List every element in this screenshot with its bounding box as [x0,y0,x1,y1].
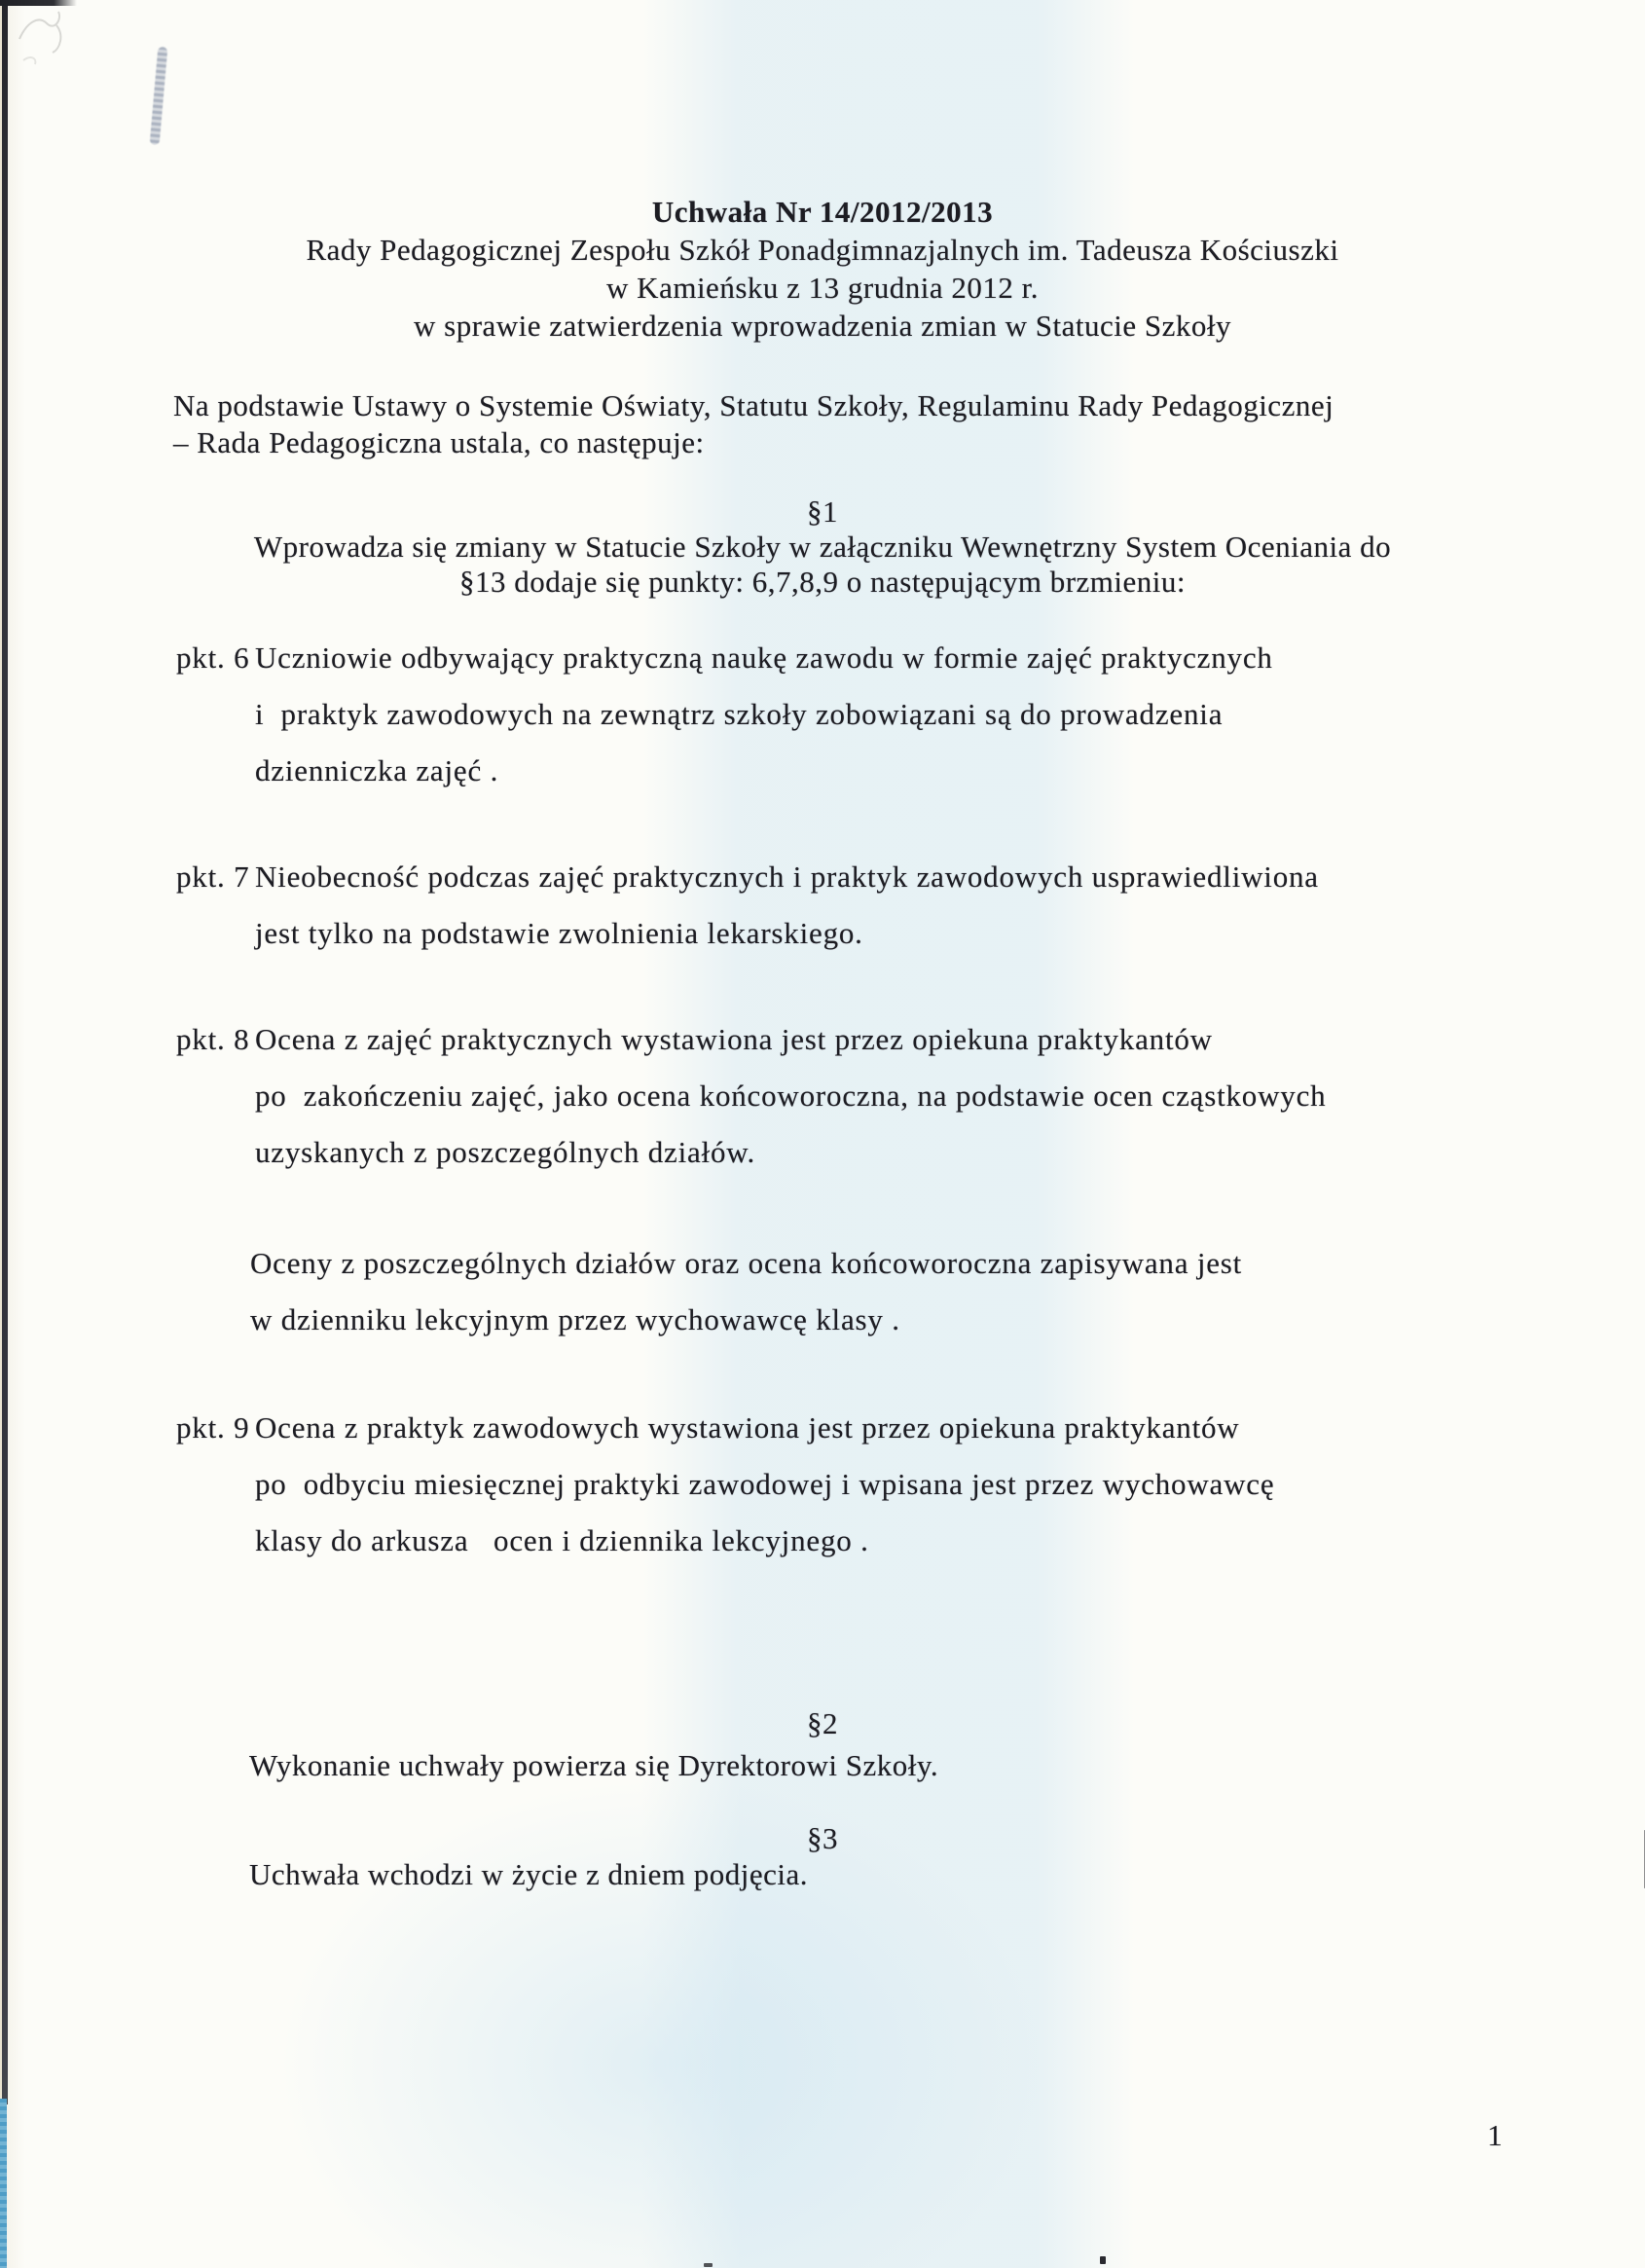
legal-basis-line-1: Na podstawie Ustawy o Systemie Oświaty, Statutu Szkoły, Regulaminu Rady Pedagogicznej [173,388,1334,422]
section-2-mark: §2 [807,1706,838,1740]
legal-basis-paragraph [173,387,1334,461]
point-6-text [255,630,1645,799]
header-issuer-line: Rady Pedagogicznej Zespołu Szkół Ponadgimnazjalnych im. Tadeusza Kościuszki [306,233,1339,267]
point-8-line-3: uzyskanych z poszczególnych działów. [255,1135,755,1169]
section-3-text: Uchwała wchodzi w życie z dniem podjęcia. [249,1857,808,1891]
section-1 [0,494,1645,600]
point-8-line-2: po zakończeniu zajęć, jako ocena końcoworoczna, na podstawie ocen cząstkowych [255,1079,1327,1113]
point-9 [0,1400,1645,1569]
section-1-mark: §1 [807,494,838,529]
point-9-label: pkt. 9 [176,1410,250,1445]
page-number: 1 [1487,2118,1503,2152]
section-1-line-1: Wprowadza się zmiany w Statucie Szkoły w załączniku Wewnętrzny System Oceniania do [253,530,1392,564]
section-2-text: Wykonanie uchwały powierza się Dyrektorowi Szkoły. [249,1748,939,1782]
point-9-line-3: klasy do arkusza ocen i dziennika lekcyjnego . [255,1523,869,1557]
point-8 [0,1011,1645,1181]
point-8-text [255,1011,1645,1181]
point-7-line-1: Nieobecność podczas zajęć praktycznych i praktyk zawodowych usprawiedliwiona [255,860,1319,894]
header-subject-line: w sprawie zatwierdzenia wprowadzenia zmian w Statucie Szkoły [414,309,1231,343]
document-title: Uchwała Nr 14/2012/2013 [651,195,994,229]
document-header [0,193,1645,345]
point-8-label: pkt. 8 [176,1022,250,1056]
point-7-text [255,849,1645,962]
point-6 [0,630,1645,799]
header-place-date-line: w Kamieńsku z 13 grudnia 2012 r. [606,271,1039,305]
point-7-line-2: jest tylko na podstawie zwolnienia lekarskiego. [255,916,863,950]
point-8-continuation-line-1: Oceny z poszczególnych działów oraz ocena końcoworoczna zapisywana jest [250,1246,1243,1280]
legal-basis-line-2: – Rada Pedagogiczna ustala, co następuje: [173,425,705,459]
section-3-mark: §3 [807,1821,838,1855]
point-8-line-1: Ocena z zajęć praktycznych wystawiona jest przez opiekuna praktykantów [255,1022,1213,1056]
point-7 [0,849,1645,962]
point-8-continuation [0,1235,1645,1348]
point-9-line-1: Ocena z praktyk zawodowych wystawiona jest przez opiekuna praktykantów [255,1410,1240,1445]
point-6-line-1: Uczniowie odbywający praktyczną naukę zawodu w formie zajęć praktycznych [255,640,1273,675]
section-1-line-2: §13 dodaje się punkty: 6,7,8,9 o następującym brzmieniu: [458,565,1187,599]
point-9-text [255,1400,1645,1569]
point-6-line-2: i praktyk zawodowych na zewnątrz szkoły zobowiązani są do prowadzenia [255,697,1224,731]
point-9-line-2: po odbyciu miesięcznej praktyki zawodowej i wpisana jest przez wychowawcę [255,1467,1275,1501]
point-8-continuation-text [250,1235,1645,1348]
point-6-label: pkt. 6 [176,640,250,675]
point-7-label: pkt. 7 [176,860,250,894]
point-8-continuation-line-2: w dzienniku lekcyjnym przez wychowawcę klasy . [250,1302,900,1336]
point-6-line-3: dzienniczka zajęć . [255,753,499,787]
